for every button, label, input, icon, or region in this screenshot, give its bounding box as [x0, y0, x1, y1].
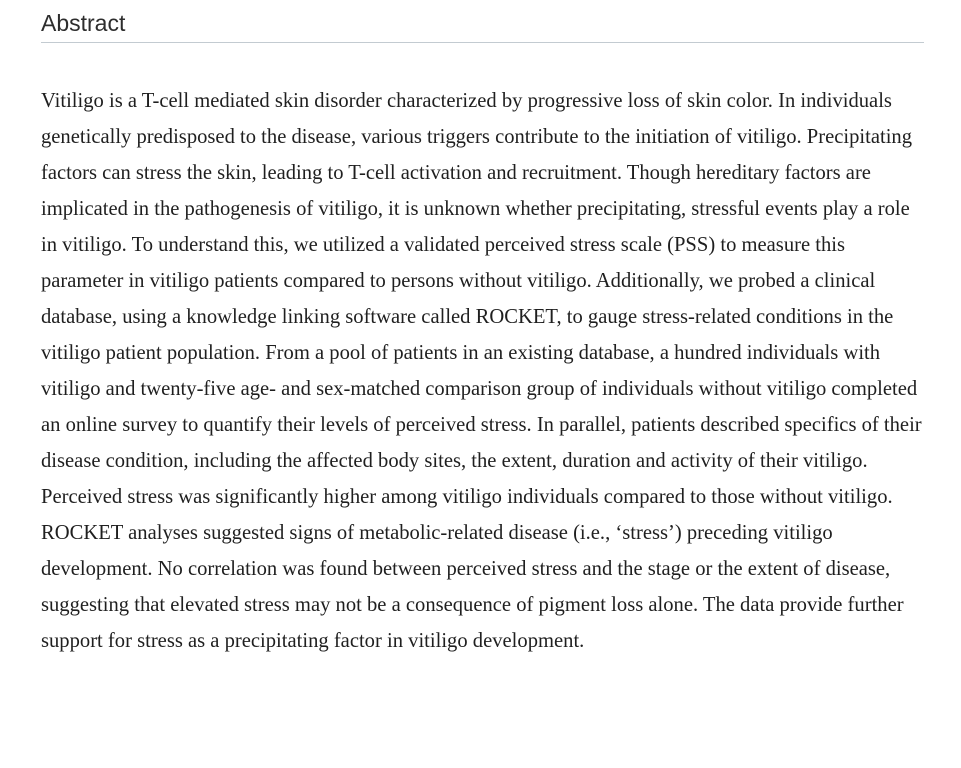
abstract-heading: Abstract	[41, 8, 924, 43]
abstract-text: Vitiligo is a T-cell mediated skin disorder characterized by progressive loss of skin color. In individuals genetically predisposed to the disease, various triggers contribute to the initiation of vitiligo. Precipitating factors can stress the skin, leading to T-cell activation and recruitment. Though hereditary factors are implicated in the pathogenesis of vitiligo, it is unknown whether precipitating, stressful events play a role in vitiligo. To understand this, we utilized a validated perceived stress scale (PSS) to measure this parameter in vitiligo patients compared to persons without vitiligo. Additionally, we probed a clinical database, using a knowledge linking software called ROCKET, to gauge stress-related conditions in the vitiligo patient population. From a pool of patients in an existing database, a hundred individuals with vitiligo and twenty-five age- and sex-matched comparison group of individuals without vitiligo completed an online survey to quantify their levels of perceived stress. In parallel, patients described specifics of their disease condition, including the affected body sites, the extent, duration and activity of their vitiligo. Perceived stress was significantly higher among vitiligo individuals compared to those without vitiligo. ROCKET analyses suggested signs of metabolic-related disease (i.e., ‘stress’) preceding vitiligo development. No correlation was found between perceived stress and the stage or the extent of disease, suggesting that elevated stress may not be a consequence of pigment loss alone. The data provide further support for stress as a precipitating factor in vitiligo development.	[41, 90, 922, 652]
abstract-section	[41, 8, 924, 659]
